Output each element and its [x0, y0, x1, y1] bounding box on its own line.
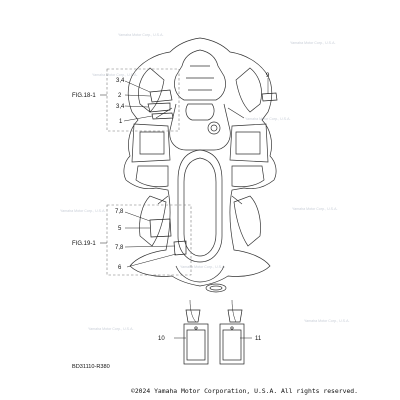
callout-6: 6	[118, 265, 122, 271]
front-rack	[174, 50, 225, 100]
watermark: Yamaha Motor Corp., U.S.A.	[304, 319, 350, 323]
detail-lines	[156, 108, 244, 204]
watermark: Yamaha Motor Corp., U.S.A.	[292, 207, 338, 211]
taillight-inner	[210, 286, 222, 290]
callout-7-8-b: 7,8	[115, 245, 124, 251]
right-fender-flare	[236, 68, 262, 112]
callout-10: 10	[158, 336, 165, 342]
callout-7-8-a: 7,8	[115, 209, 124, 215]
callout-5: 5	[118, 226, 122, 232]
callout-9: 9	[266, 73, 270, 79]
atv-body	[124, 38, 276, 292]
watermark: Yamaha Motor Corp., U.S.A.	[88, 327, 134, 331]
drawing-code: BD31110-R380	[72, 364, 110, 370]
callout-3-4-a: 3,4	[116, 78, 125, 84]
watermark: Yamaha Motor Corp., U.S.A.	[92, 73, 138, 77]
seat-inner	[184, 158, 216, 256]
rack-inner	[186, 66, 214, 90]
callout-11: 11	[255, 336, 262, 342]
handlebar-cluster	[186, 104, 214, 120]
callout-1: 1	[119, 119, 123, 125]
fig19-label: FIG.19-1	[72, 241, 96, 247]
watermark: Yamaha Motor Corp., U.S.A.	[245, 117, 291, 121]
watermark: Yamaha Motor Corp., U.S.A.	[290, 41, 336, 45]
seat	[178, 150, 222, 262]
fig18-label: FIG.18-1	[72, 93, 96, 99]
taillight	[206, 284, 226, 292]
left-footwell	[136, 166, 168, 187]
right-footwell	[232, 166, 264, 187]
right-rear-fender	[234, 196, 261, 246]
copyright-notice: ©2024 Yamaha Motor Corporation, U.S.A. All rights reserved.	[130, 387, 358, 395]
watermark: Yamaha Motor Corp., U.S.A.	[60, 209, 106, 213]
left-rear-fender	[139, 196, 166, 246]
left-fender-flare	[138, 68, 164, 112]
fuel-cap	[208, 122, 220, 134]
right-side-panel-inner	[236, 132, 260, 154]
hang-tag-10	[184, 300, 208, 364]
watermark: Yamaha Motor Corp., U.S.A.	[180, 265, 226, 269]
watermark: Yamaha Motor Corp., U.S.A.	[118, 33, 164, 37]
front-fender	[124, 38, 276, 286]
fuel-cap-inner	[211, 125, 217, 131]
left-side-panel-inner	[140, 132, 164, 154]
decal-group	[148, 90, 277, 255]
decal-9	[262, 93, 277, 101]
hang-tag-11	[220, 300, 244, 364]
callout-2: 2	[118, 93, 122, 99]
callout-3-4-b: 3,4	[116, 104, 125, 110]
